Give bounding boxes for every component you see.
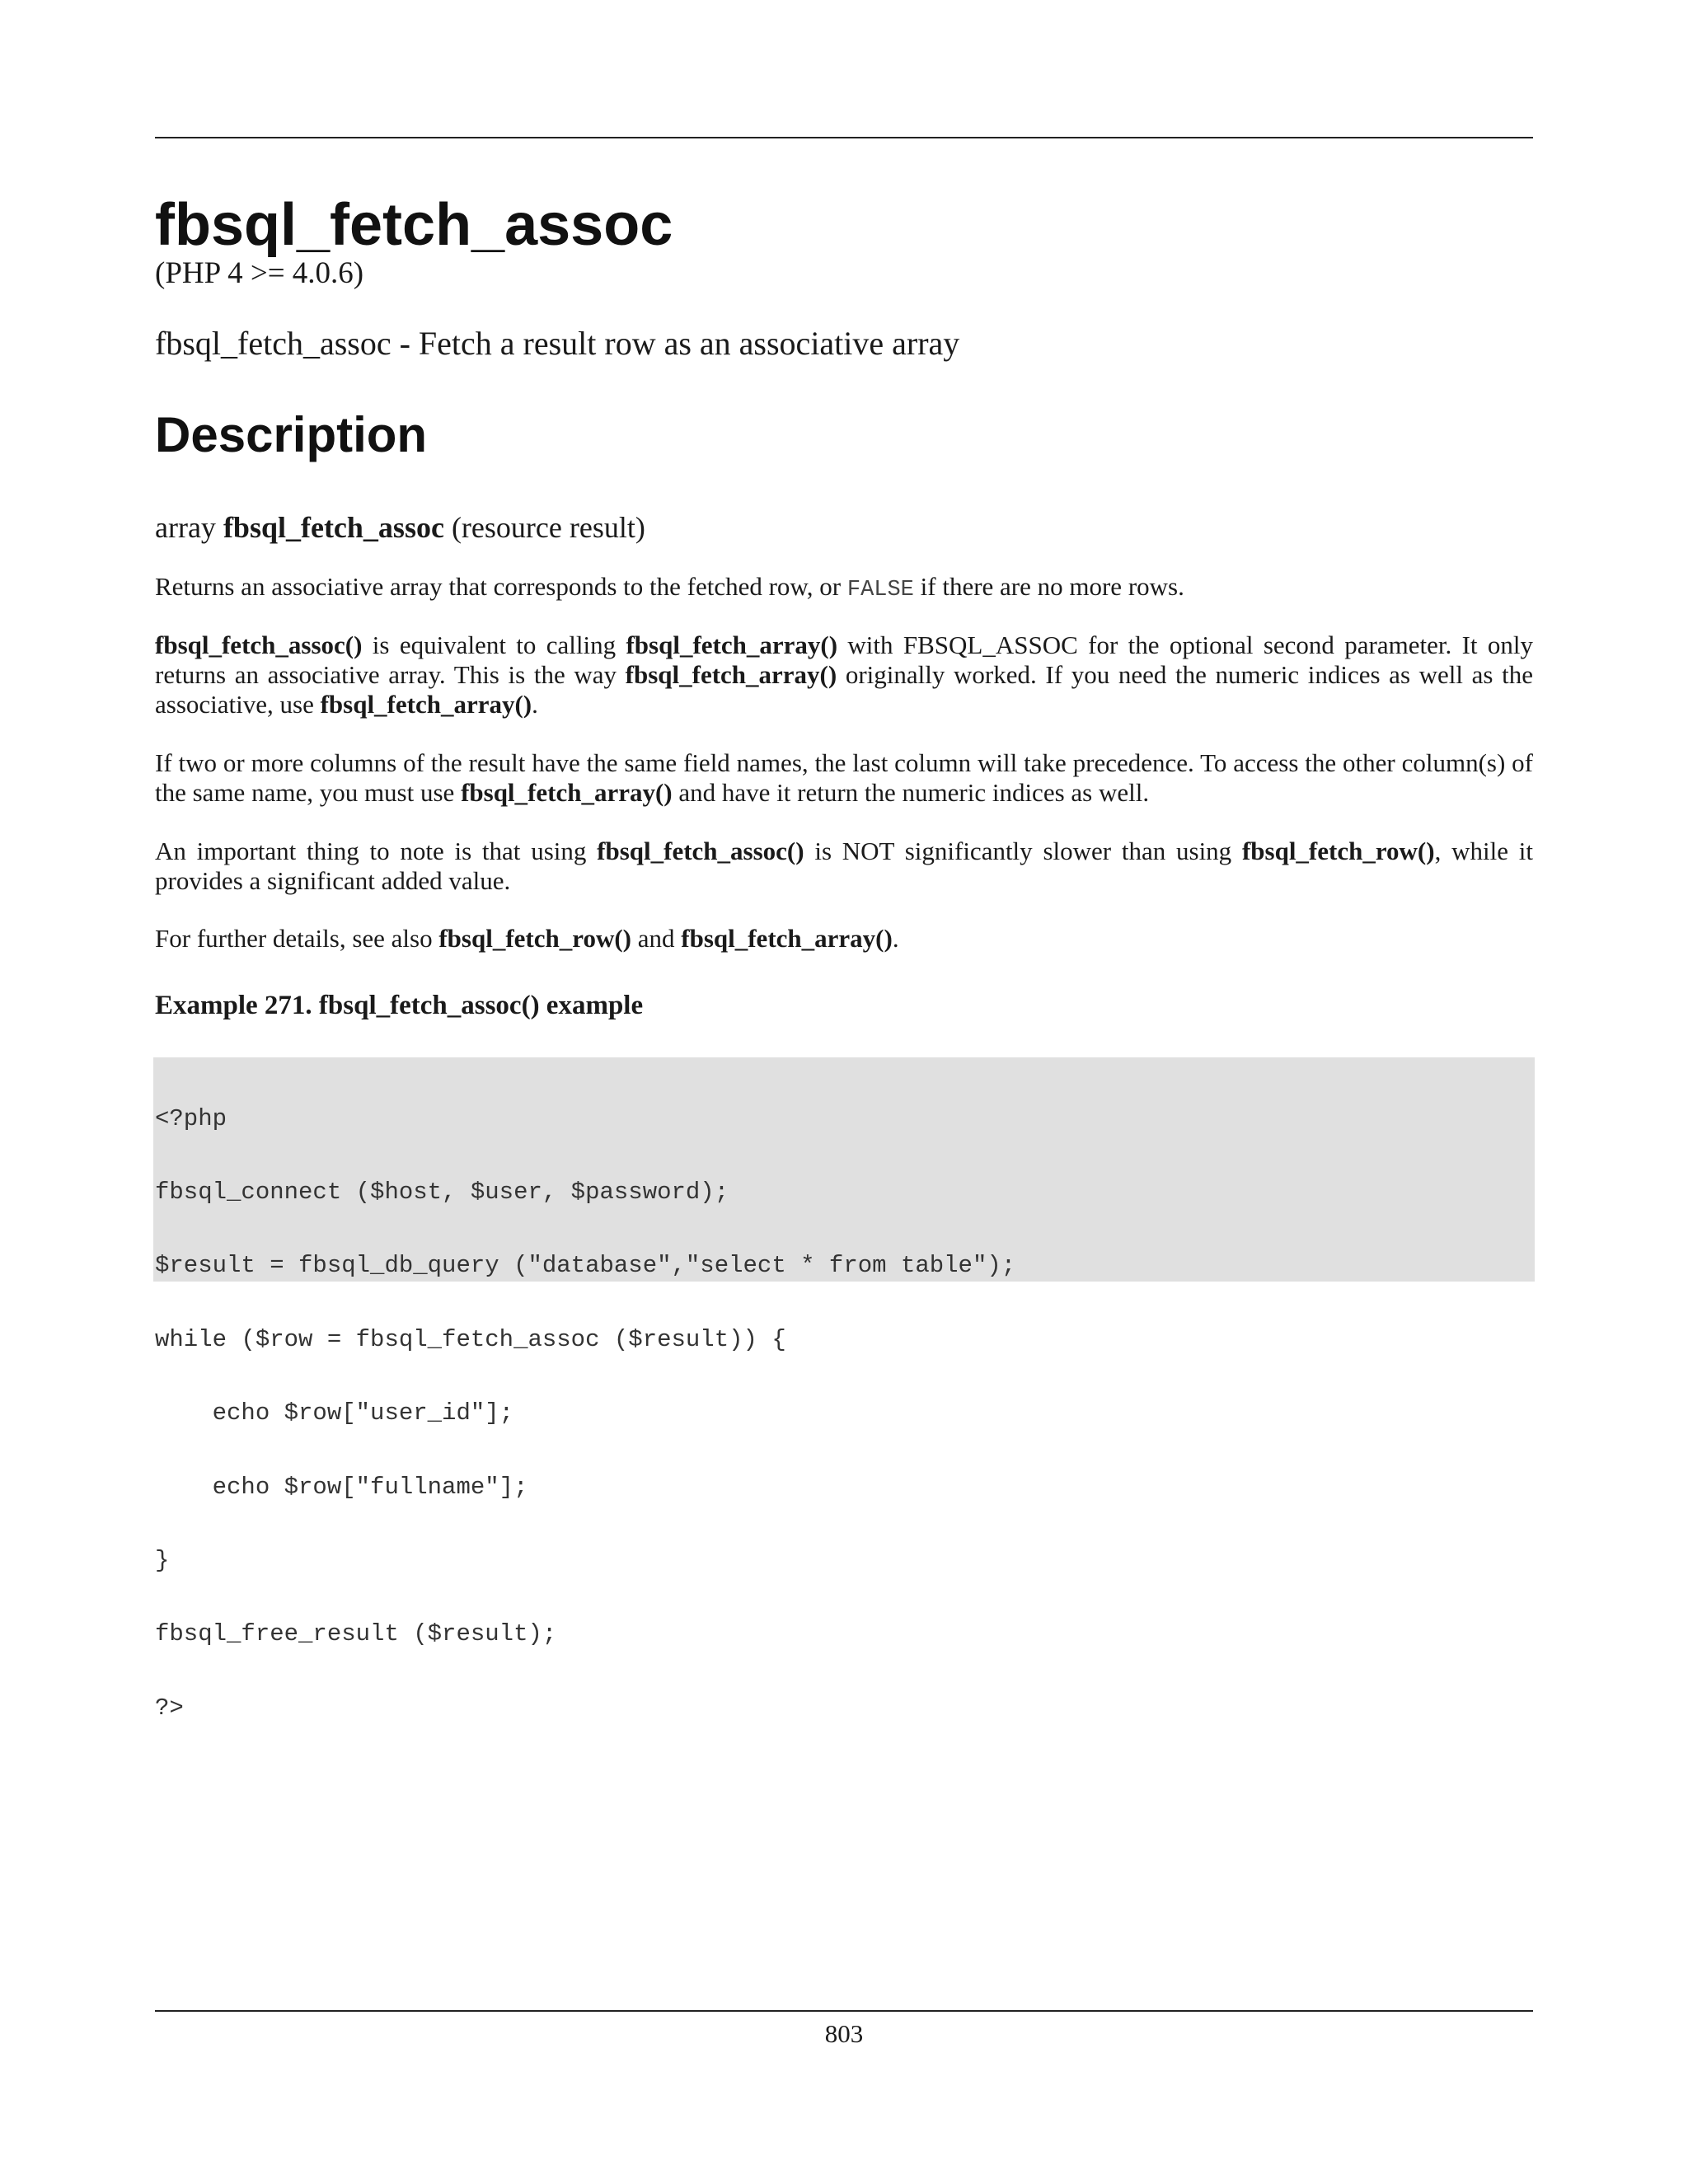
text-run: For further details, see also bbox=[155, 924, 439, 953]
function-link: fbsql_fetch_array() bbox=[681, 924, 893, 953]
text-run: Returns an associative array that corresponds to the fetched row, or bbox=[155, 572, 847, 601]
page-number: 803 bbox=[824, 2019, 864, 2048]
header-rule bbox=[155, 137, 1533, 138]
text-run: if there are no more rows. bbox=[913, 572, 1184, 601]
footer-rule bbox=[155, 2010, 1533, 2012]
text-run: , while it provides a significant added value. bbox=[155, 837, 1533, 895]
version-info: (PHP 4 >= 4.0.6) bbox=[155, 256, 364, 290]
text-run: is equivalent to calling bbox=[362, 630, 626, 659]
function-link: fbsql_fetch_array() bbox=[320, 690, 532, 719]
code-line: while ($row = fbsql_fetch_assoc ($result)) { bbox=[155, 1325, 786, 1353]
code-example bbox=[153, 1057, 1535, 1722]
function-link: fbsql_fetch_array() bbox=[626, 630, 838, 659]
text-run: . bbox=[532, 690, 538, 719]
code-line: echo $row["user_id"]; bbox=[155, 1399, 514, 1427]
ref-purpose: fbsql_fetch_assoc - Fetch a result row as an associative array bbox=[155, 325, 960, 362]
function-link: fbsql_fetch_assoc() bbox=[597, 837, 804, 865]
text-run: . bbox=[892, 924, 899, 953]
paragraph-duplicate-columns bbox=[155, 748, 1533, 808]
document-page bbox=[155, 0, 1533, 2184]
page-title: fbsql_fetch_assoc bbox=[155, 192, 673, 258]
text-run: is NOT significantly slower than using bbox=[804, 837, 1242, 865]
code-line: fbsql_connect ($host, $user, $password); bbox=[155, 1178, 729, 1206]
function-link: fbsql_fetch_array() bbox=[625, 660, 837, 689]
function-link: fbsql_fetch_array() bbox=[461, 778, 673, 807]
code-line: <?php bbox=[155, 1104, 227, 1132]
paragraph-see-also bbox=[155, 924, 1533, 954]
synopsis-return-type: array bbox=[155, 511, 216, 544]
function-link: fbsql_fetch_row() bbox=[438, 924, 631, 953]
text-run: originally worked. If you need the numeric indices as well as the associative, use bbox=[155, 660, 1534, 719]
function-link: fbsql_fetch_row() bbox=[1241, 837, 1435, 865]
code-line: $result = fbsql_db_query ("database","select * from table"); bbox=[155, 1252, 1016, 1280]
paragraph-equivalence bbox=[155, 630, 1533, 719]
literal-false: FALSE bbox=[846, 578, 914, 602]
paragraph-performance bbox=[155, 837, 1533, 896]
code-line: fbsql_free_result ($result); bbox=[155, 1620, 557, 1648]
text-run: and bbox=[631, 924, 682, 953]
function-link: fbsql_fetch_assoc() bbox=[155, 630, 363, 659]
text-run: If two or more columns of the result have the same field names, the last column will take precedence. To access the other column(s) of the same name, you must use bbox=[155, 748, 1533, 807]
text-run: with FBSQL_ASSOC for the optional second parameter. It only returns an associative array. This is the way bbox=[155, 630, 1533, 689]
synopsis-params: (resource result) bbox=[451, 511, 645, 544]
description-heading: Description bbox=[155, 407, 428, 462]
code-line: echo $row["fullname"]; bbox=[155, 1473, 528, 1501]
synopsis-function-name: fbsql_fetch_assoc bbox=[223, 511, 444, 544]
code-line: ?> bbox=[155, 1694, 184, 1722]
text-run: An important thing to note is that using bbox=[155, 837, 598, 865]
paragraph-returns bbox=[155, 572, 1533, 605]
function-synopsis bbox=[155, 509, 645, 546]
example-title: Example 271. fbsql_fetch_assoc() example bbox=[155, 991, 644, 1020]
text-run: and have it return the numeric indices as well. bbox=[672, 778, 1150, 807]
code-line: } bbox=[155, 1546, 170, 1574]
